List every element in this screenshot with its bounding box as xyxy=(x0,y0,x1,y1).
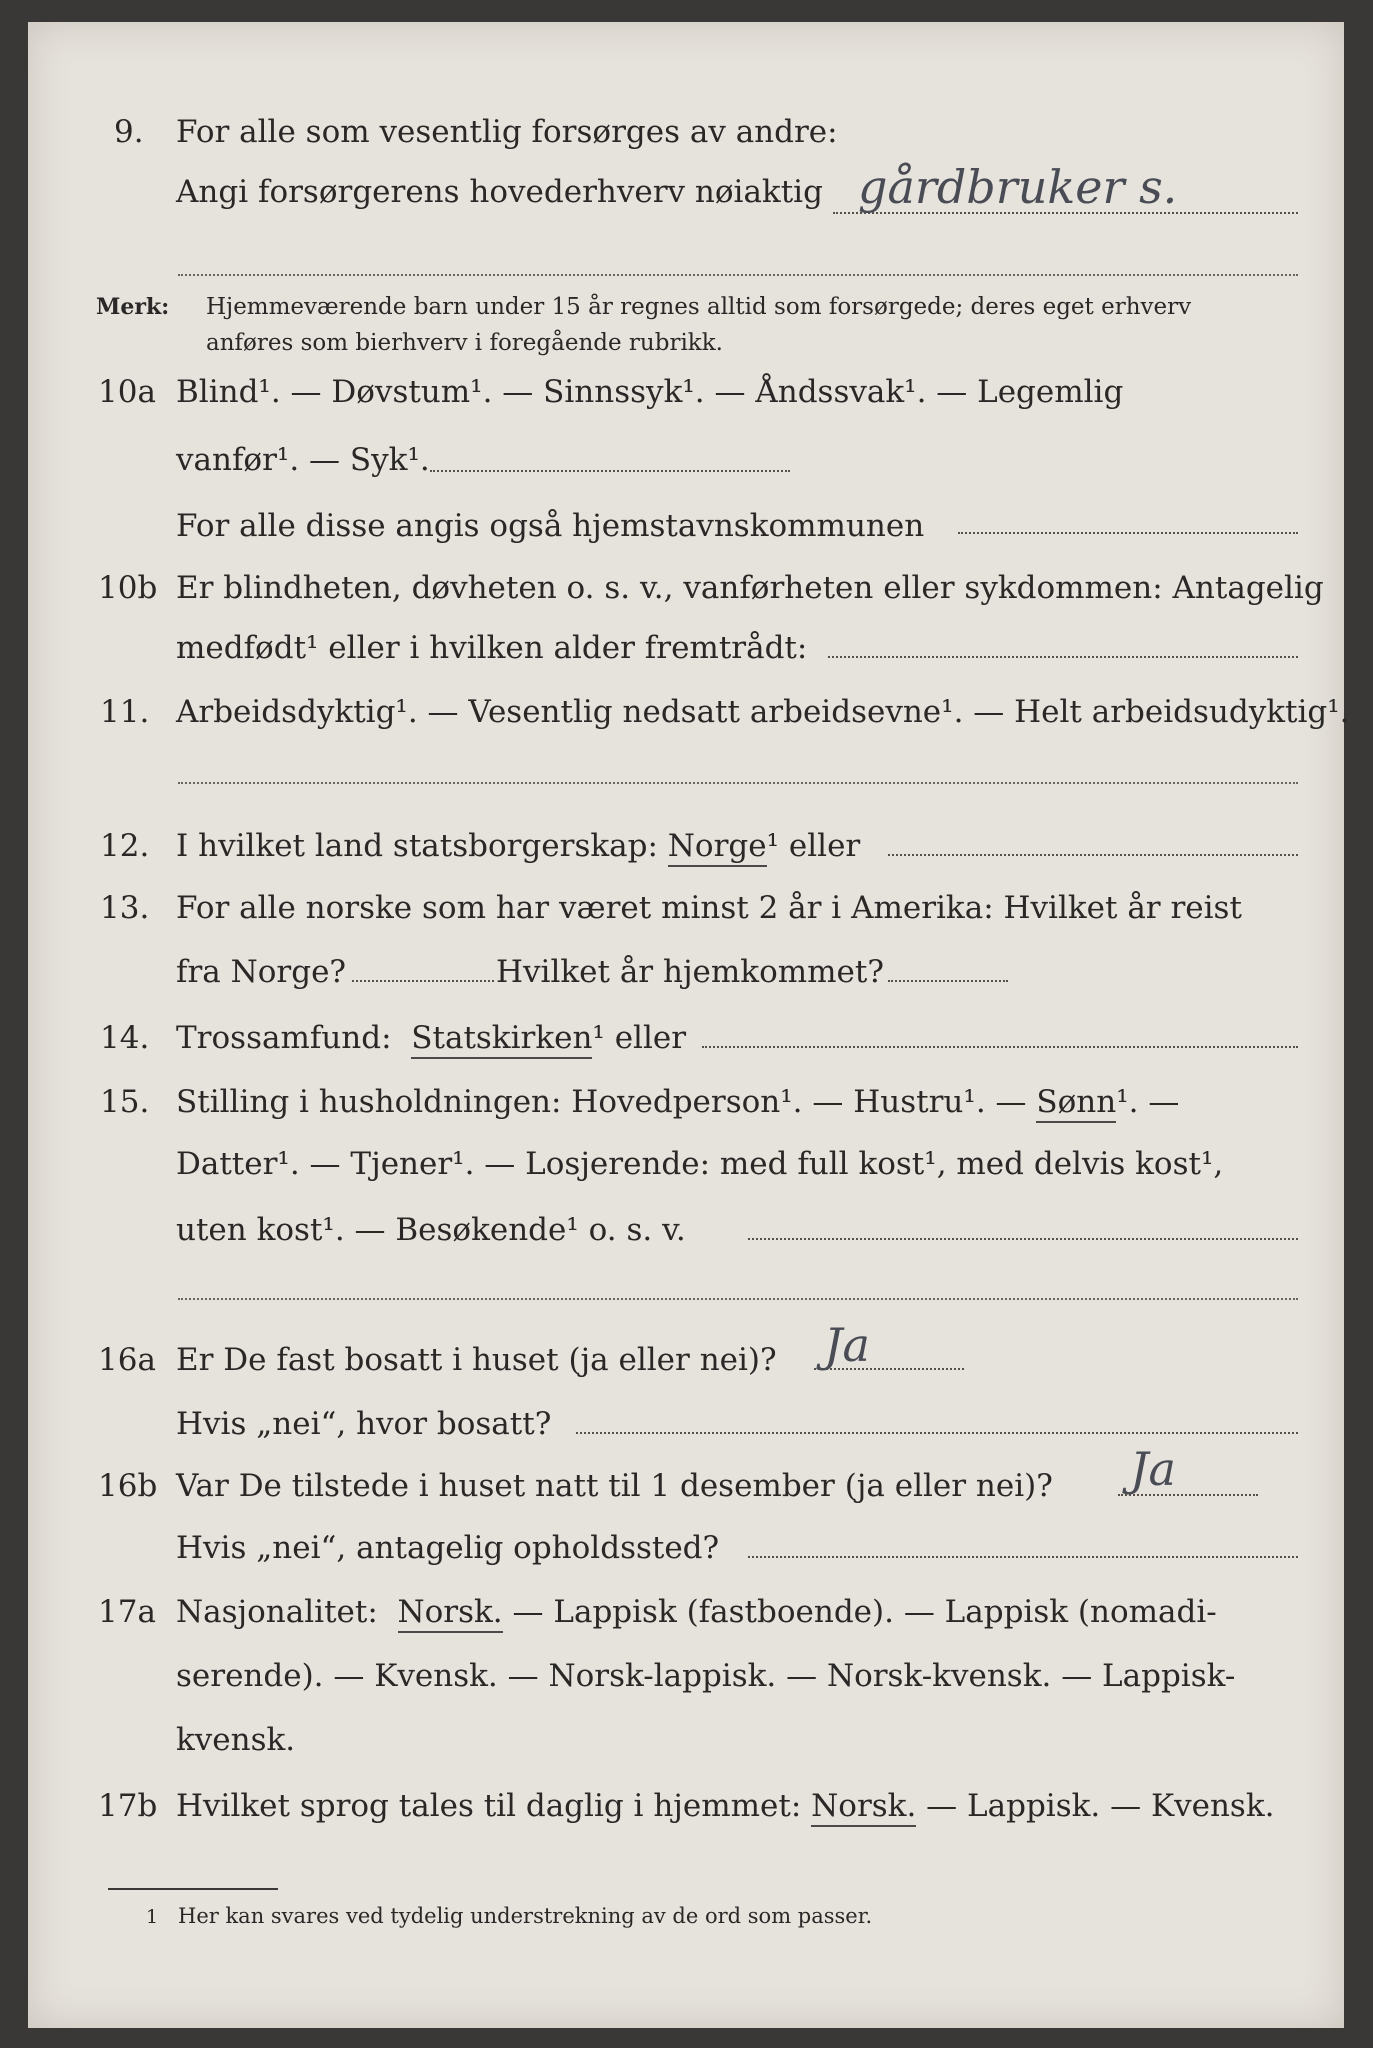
q17b-post: — Lappisk. — Kvensk. xyxy=(926,1788,1275,1824)
q10a-kommune-line xyxy=(958,532,1298,534)
q15-number: 15. xyxy=(100,1084,150,1120)
q15-line1-pre: Stilling i husholdningen: Hovedperson¹. — Hustru¹. — xyxy=(176,1084,1027,1120)
q14-number: 14. xyxy=(100,1020,150,1056)
q12-text xyxy=(176,828,860,864)
q16a-number: 16a xyxy=(98,1342,156,1378)
q11-number: 11. xyxy=(100,694,150,730)
q13-line2b: Hvilket år hjemkommet? xyxy=(496,954,884,990)
q16a-line1: Er De fast bosatt i huset (ja eller nei)? xyxy=(176,1342,777,1378)
q14-underlined: Statskirken xyxy=(411,1020,592,1059)
q17b-number: 17b xyxy=(98,1788,158,1824)
q17a-line1-pre: Nasjonalitet: xyxy=(176,1594,378,1630)
q10a-line1: Blind¹. — Døvstum¹. — Sinnssyk¹. — Åndssvak¹. — Legemlig xyxy=(176,374,1124,410)
q17a-line3: kvensk. xyxy=(176,1722,296,1758)
q13-number: 13. xyxy=(100,890,150,926)
q10b-answer-line xyxy=(828,656,1298,658)
q10a-number: 10a xyxy=(98,374,156,410)
q15-blank-line xyxy=(178,1298,1298,1300)
q13-reist-line xyxy=(352,980,494,982)
q14-pre: Trossamfund: xyxy=(176,1020,392,1056)
q12-pre: I hvilket land statsborgerskap: xyxy=(176,828,658,864)
q12-number: 12. xyxy=(100,828,150,864)
q15-line1 xyxy=(176,1084,1179,1120)
footnote-text: Her kan svares ved tydelig understrekning av de ord som passer. xyxy=(178,1904,873,1928)
q9-number: 9. xyxy=(114,114,144,150)
q16b-handwritten-answer: Ja xyxy=(1130,1442,1176,1496)
q17a-line1-underlined: Norsk. xyxy=(398,1594,503,1633)
q10a-line3: For alle disse angis også hjemstavnskommunen xyxy=(176,508,925,544)
q17a-line1-post: — Lappisk (fastboende). — Lappisk (nomadi- xyxy=(512,1594,1217,1630)
footnote-mark: 1 xyxy=(146,1906,159,1928)
q15-line2: Datter¹. — Tjener¹. — Losjerende: med full kost¹, med delvis kost¹, xyxy=(176,1146,1224,1182)
q9-line2: Angi forsørgerens hovederhverv nøiaktig xyxy=(176,174,823,210)
q16a-bosatt-line xyxy=(576,1432,1298,1434)
q16b-line2: Hvis „nei“, antagelig opholdssted? xyxy=(176,1530,720,1566)
q10b-line2: medfødt¹ eller i hvilken alder fremtrådt: xyxy=(176,630,808,666)
q16a-line2: Hvis „nei“, hvor bosatt? xyxy=(176,1406,552,1442)
q10a-line2: vanfør¹. — Syk¹. xyxy=(176,442,430,478)
q9-blank-line xyxy=(178,274,1298,276)
q17a-line2: serende). — Kvensk. — Norsk-lappisk. — Norsk-kvensk. — Lappisk- xyxy=(176,1658,1236,1694)
q15-line3: uten kost¹. — Besøkende¹ o. s. v. xyxy=(176,1212,686,1248)
q11-line1: Arbeidsdyktig¹. — Vesentlig nedsatt arbeidsevne¹. — Helt arbeidsudyktig¹. xyxy=(176,694,1350,730)
q9-handwritten-answer: gårdbruker s. xyxy=(858,160,1178,214)
q9-line1: For alle som vesentlig forsørges av andre: xyxy=(176,114,838,150)
q16a-handwritten-answer: Ja xyxy=(824,1318,870,1372)
q17a-number: 17a xyxy=(98,1594,156,1630)
q17b-underlined: Norsk. xyxy=(811,1788,916,1827)
q17b-pre: Hvilket sprog tales til daglig i hjemmet: xyxy=(176,1788,802,1824)
census-form-page xyxy=(28,22,1350,2028)
q13-line2a: fra Norge? xyxy=(176,954,347,990)
q17a-line1 xyxy=(176,1594,1217,1630)
q12-answer-line xyxy=(888,854,1298,856)
footnote-divider xyxy=(108,1888,278,1890)
merk-line2: anføres som bierhverv i foregående rubrikk. xyxy=(206,330,723,356)
q16b-line1: Var De tilstede i huset natt til 1 desember (ja eller nei)? xyxy=(176,1468,1053,1504)
q11-blank-line xyxy=(178,782,1298,784)
q14-answer-line xyxy=(702,1046,1298,1048)
q15-answer-line xyxy=(748,1238,1298,1240)
q15-line1-post: ¹. — xyxy=(1116,1084,1180,1120)
q13-line1: For alle norske som har været minst 2 år i Amerika: Hvilket år reist xyxy=(176,890,1242,926)
q10b-number: 10b xyxy=(98,570,158,606)
q15-line1-underlined: Sønn xyxy=(1036,1084,1116,1123)
q12-underlined: Norge xyxy=(668,828,767,867)
q14-text xyxy=(176,1020,686,1056)
q10b-line1: Er blindheten, døvheten o. s. v., vanførheten eller sykdommen: Antagelig xyxy=(176,570,1324,606)
q12-post: ¹ eller xyxy=(766,828,861,864)
merk-line1: Hjemmeværende barn under 15 år regnes alltid som forsørgede; deres eget erhverv xyxy=(206,294,1192,320)
q17b-text xyxy=(176,1788,1274,1824)
merk-label: Merk: xyxy=(96,294,170,320)
q16b-number: 16b xyxy=(98,1468,158,1504)
q16b-opholdssted-line xyxy=(748,1556,1298,1558)
q14-post: ¹ eller xyxy=(592,1020,687,1056)
q10a-syk-line xyxy=(430,470,790,472)
q13-hjemkommet-line xyxy=(888,980,1008,982)
